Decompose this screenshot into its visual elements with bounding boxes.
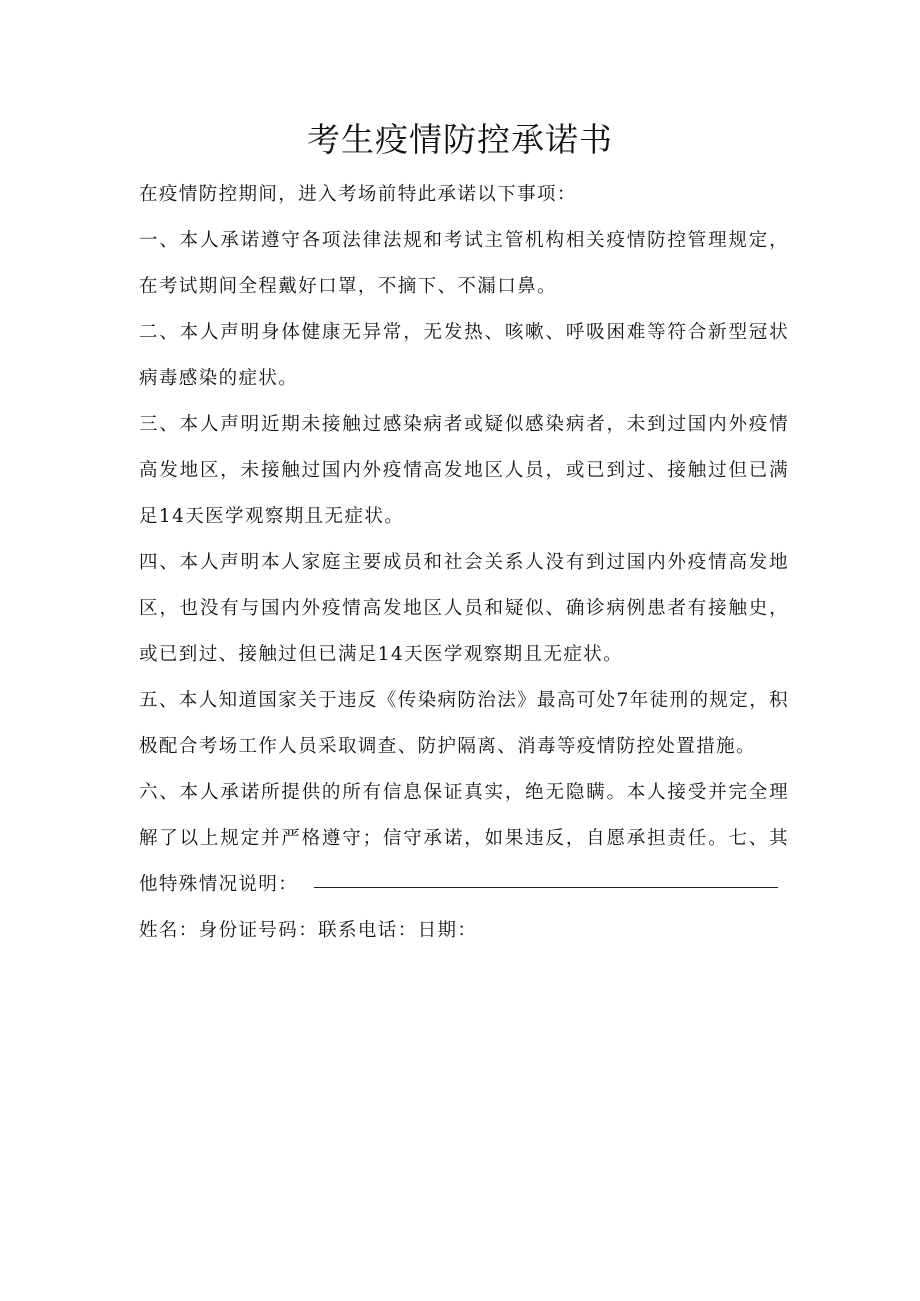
document-body xyxy=(139,172,789,954)
special-notes-blank-line xyxy=(314,887,778,888)
pledge-item-5: 五、本人知道国家关于违反《传染病防治法》最高可处7年徒刑的规定，积极配合考场工作人员采取调查、防护隔离、消毒等疫情防控处置措施。 xyxy=(139,690,789,757)
pledge-item-4: 四、本人声明本人家庭主要成员和社会关系人没有到过国内外疫情高发地区，也没有与国内外疫情高发地区人员和疑似、确诊病例患者有接触史，或已到过、接触过但已满足14天医学观察期且无症状。 xyxy=(139,552,789,665)
signature-line: 姓名：身份证号码：联系电话：日期： xyxy=(139,920,478,941)
pledge-item-6-text: 六、本人承诺所提供的所有信息保证真实，绝无隐瞒。本人接受并完全理解了以上规定并严格遵守；信守承诺，如果违反，自愿承担责任。七、其他特殊情况说明： xyxy=(139,782,789,895)
pledge-item-2: 二、本人声明身体健康无异常，无发热、咳嗽、呼吸困难等符合新型冠状病毒感染的症状。 xyxy=(139,322,789,389)
pledge-item-3: 三、本人声明近期未接触过感染病者或疑似感染病者，未到过国内外疫情高发地区，未接触过国内外疫情高发地区人员，或已到过、接触过但已满足14天医学观察期且无症状。 xyxy=(139,414,789,527)
intro-paragraph: 在疫情防控期间，进入考场前特此承诺以下事项： xyxy=(139,184,577,205)
document-title: 考生疫情防控承诺书 xyxy=(307,120,613,159)
pledge-item-6-7 xyxy=(139,770,789,908)
pledge-item-1: 一、本人承诺遵守各项法律法规和考试主管机构相关疫情防控管理规定，在考试期间全程戴好口罩，不摘下、不漏口鼻。 xyxy=(139,230,789,297)
